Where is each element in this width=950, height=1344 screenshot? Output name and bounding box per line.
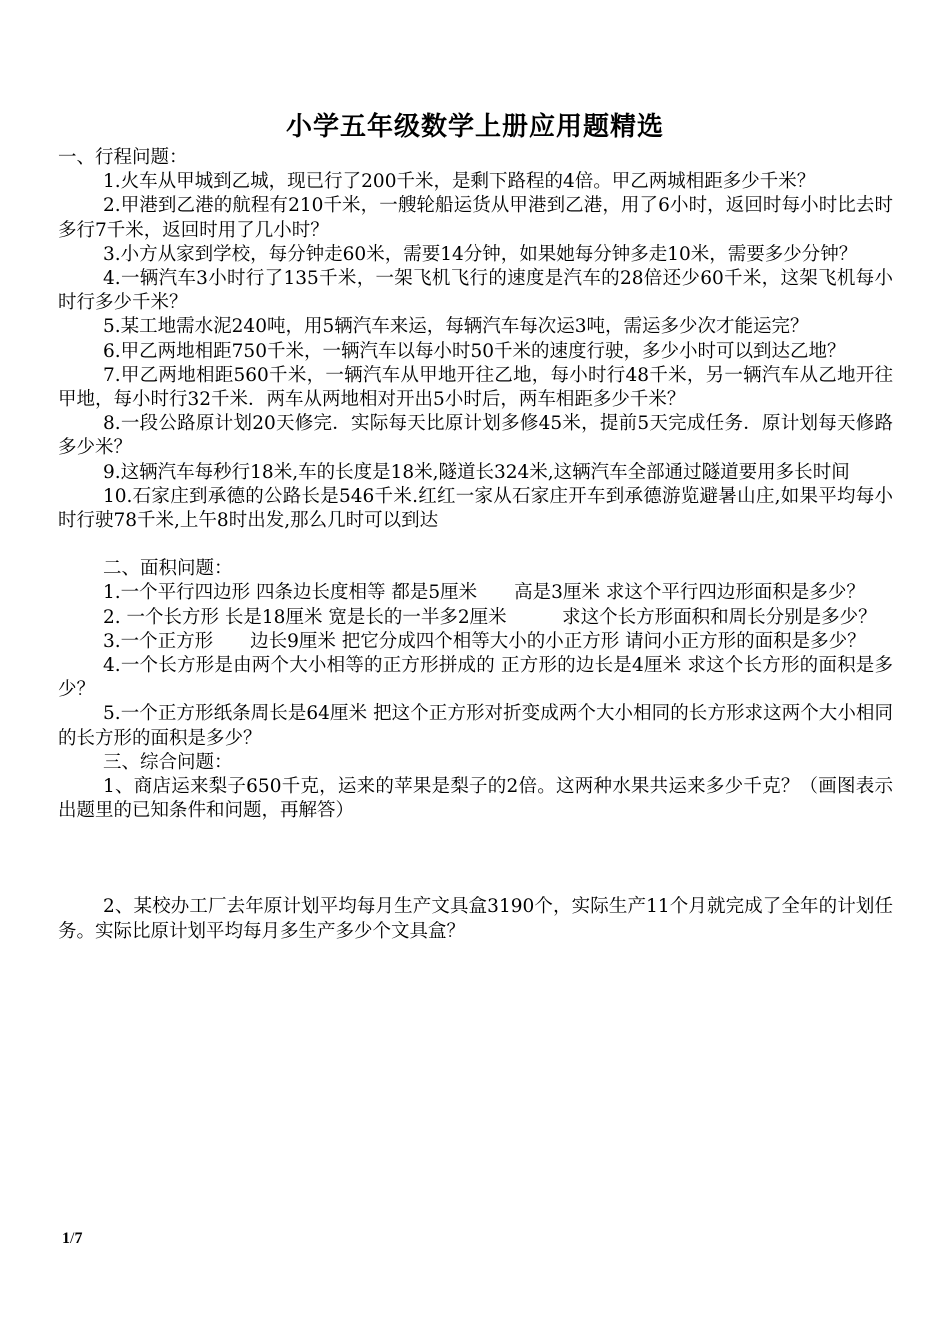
problem-travel-5: 5.某工地需水泥240吨，用5辆汽车来运，每辆汽车每次运3吨，需运多少次才能运完？: [103, 316, 809, 338]
page-total: 7: [74, 1230, 83, 1247]
problem-combined-1: 1、商店运来梨子650千克，运来的苹果是梨子的2倍。这两种水果共运来多少千克？（画图表示出题里的已知条件和问题，再解答）: [58, 776, 893, 822]
document-body: [58, 146, 893, 944]
problem-travel-2: 2.甲港到乙港的航程有210千米，一艘轮船运货从甲港到乙港，用了6小时，返回时每小时比去时多行7千米，返回时用了几小时？: [58, 195, 893, 241]
page-separator: /: [70, 1230, 75, 1247]
problem-travel-9: 9.这辆汽车每秒行18米,车的长度是18米,隧道长324米,这辆汽车全部通过隧道要用多长时间: [103, 461, 850, 483]
problem-travel-4: 4.一辆汽车3小时行了135千米，一架飞机飞行的速度是汽车的28倍还少60千米，这架飞机每小时行多少千米？: [58, 268, 893, 314]
page-number: [62, 1230, 82, 1248]
problem-travel-1: 1.火车从甲城到乙城，现已行了200千米，是剩下路程的4倍。甲乙两城相距多少千米？: [103, 171, 816, 193]
answer-space: [58, 823, 893, 895]
problem-travel-6: 6.甲乙两地相距750千米，一辆汽车以每小时50千米的速度行驶，多少小时可以到达乙地？: [103, 340, 846, 362]
problem-travel-7: 7.甲乙两地相距560千米，一辆汽车从甲地开往乙地，每小时行48千米，另一辆汽车从乙地开往甲地，每小时行32千米．两车从两地相对开出5小时后，两车相距多少千米？: [58, 364, 893, 411]
page-current: 1: [62, 1230, 70, 1247]
section-heading-area: 二、面积问题：: [103, 558, 233, 580]
blank-line: [58, 533, 893, 557]
problem-travel-10: 10.石家庄到承德的公路长是546千米.红红一家从石家庄开车到承德游览避暑山庄,如果平均每小时行驶78千米,上午8时出发,那么几时可以到达: [58, 485, 893, 532]
problem-travel-8: 8.一段公路原计划20天修完．实际每天比原计划多修45米，提前5天完成任务．原计划每天修路多少米？: [58, 413, 893, 459]
problem-area-1: 1.一个平行四边形 四条边长度相等 都是5厘米 高是3厘米 求这个平行四边形面积是多少？: [103, 582, 865, 604]
problem-area-2: 2. 一个长方形 长是18厘米 宽是长的一半多2厘米 求这个长方形面积和周长分别是多少？: [103, 606, 877, 628]
problem-area-5: 5.一个正方形纸条周长是64厘米 把这个正方形对折变成两个大小相同的长方形求这两个大小相同的长方形的面积是多少？: [58, 703, 893, 749]
problem-combined-2: 2、某校办工厂去年原计划平均每月生产文具盒3190个，实际生产11个月就完成了全年的计划任务。实际比原计划平均每月多生产多少个文具盒？: [58, 896, 893, 942]
document-title: 小学五年级数学上册应用题精选: [285, 112, 664, 142]
section-heading-travel: 一、行程问题：: [58, 147, 188, 168]
problem-area-4: 4.一个长方形是由两个大小相等的正方形拼成的 正方形的边长是4厘米 求这个长方形的面积是多少？: [58, 655, 893, 701]
problem-travel-3: 3.小方从家到学校，每分钟走60米，需要14分钟，如果她每分钟多走10米，需要多少分钟？: [103, 243, 858, 265]
section-heading-combined: 三、综合问题：: [103, 751, 233, 773]
problem-area-3: 3.一个正方形 边长9厘米 把它分成四个相等大小的小正方形 请问小正方形的面积是多少？: [103, 630, 866, 652]
